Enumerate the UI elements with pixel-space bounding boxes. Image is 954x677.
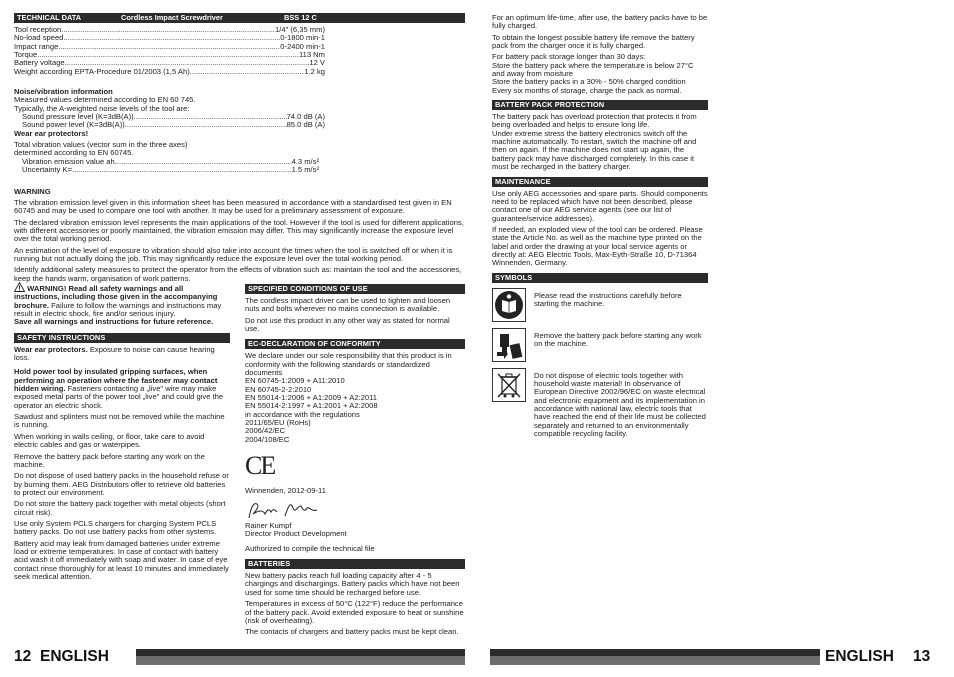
technical-data-header: TECHNICAL DATA Cordless Impact Screwdriver BSS 12 C <box>14 13 465 23</box>
table-row: Tool reception ..... 1/4" (6,35 mm) <box>14 26 325 34</box>
battery-protection-header: BATTERY PACK PROTECTION <box>492 100 708 110</box>
table-row: Weight according EPTA-Procedure 01/2003 (1,5 Ah) ..... 1.2 kg <box>14 68 325 76</box>
symbol-row: Please read the instructions carefully before starting the machine. <box>492 288 708 322</box>
symbols-header: SYMBOLS <box>492 273 708 283</box>
footer-right <box>490 648 940 665</box>
technical-data-table <box>14 26 325 76</box>
right-column: For an optimum life-time, after use, the battery packs have to be fully charged. To obtain the longest possible battery life remove the battery pack from the charger once it is fully charged. For battery pack storage longer than 30 days: Store the battery pack where the temperature is below 27°C and away from moisture Store the battery packs in a 30% - 50% charged condition Every six months of storage, charge the pack as normal. BATTERY PACK PROTECTION The battery pack has overload protection that protects it from being overloaded and helps to ensure long life. Under extreme stress the battery electronics switch off the machine automatically. To restart, switch the machine off and then on again. If the machine does not start up again, the battery pack may have discharged completely. In this case it must be recharged in the battery charger. MAINTENANCE Use only AEG accessories and spare parts. Should components need to be replaced which have not been described, please contact one of our AEG service agents (see our list of guarantee/service addresses). If needed, an exploded view of the tool can be ordered. Please state the Article No. as well as the machine type printed on the label and order the drawing at your local service agents or directly at: AEG Electric Tools, Max-Eyth-Straße 10, D-71364 Winnenden, Germany. SYMBOLS Please read the instructions carefully before starting the machine. Remove the battery pack before starting any work on the machine. Do not dispose of electric tools together with household waste material! In observance of European Directive 2002/96/EC on waste electrical and electronic equipment and its implementation in accordance with national law, electric tools that have reached the end of their life must be collected separately and returned to an environmentally compatible recycling facility. <box>492 13 708 438</box>
declaration-header: EC-DECLARATION OF CONFORMITY <box>245 339 465 349</box>
footer-left <box>14 648 465 665</box>
table-row: Vibration emission value ah ..... 4.3 m/s² <box>14 158 319 166</box>
table-row: Torque ..... 113 Nm <box>14 51 325 59</box>
page-number: 13 <box>913 648 931 665</box>
general-warning: WARNING! Read all safety warnings and all instructions, including those given in the accompanying brochure. Failure to follow the warnings and instructions may result in electric shock, fire and/or serious injury. Save all warnings and instructions for future reference. <box>14 284 222 327</box>
footer-language: ENGLISH <box>825 648 894 665</box>
symbol-row: Do not dispose of electric tools together with household waste material! In observance of European Directive 2002/96/EC on waste electrical and electronic equipment and its implementation in accordance with national law, electric tools that have reached the end of their life must be collected separately and returned to an environmentally compatible recycling facility. <box>492 368 708 439</box>
conditions-header: SPECIFIED CONDITIONS OF USE <box>245 284 465 294</box>
technical-data-section <box>14 13 465 286</box>
crossed-bin-icon <box>492 368 526 402</box>
noise-title: Noise/vibration information <box>14 87 113 97</box>
table-row: Uncertainty K= ..... 1.5 m/s² <box>14 166 319 174</box>
symbol-row: Remove the battery pack before starting any work on the machine. <box>492 328 708 362</box>
read-manual-icon <box>492 288 526 322</box>
symbols-list <box>492 288 708 439</box>
ce-mark: CE <box>245 451 275 481</box>
noise-section: Noise/vibration information Measured values determined according to EN 60 745. Typically, the A-weighted noise levels of the tool are: Sound pressure level (K=3dB(A)) ..... 74.0 dB (A) Sound power level (K=3dB(A)) ..... 85.0 dB (A) Wear ear protectors! Total vibration values (vector sum in the three axes) determined according to EN 60745. Vibration emission value ah ..... 4.3 m/s² Uncertainty K= ..... 1.5 m/s² <box>14 88 325 174</box>
warning-triangle-icon <box>14 282 25 292</box>
table-row: Sound power level (K=3dB(A)) ..... 85.0 dB (A) <box>14 121 325 129</box>
left-column-a: WARNING! Read all safety warnings and all instructions, including those given in the accompanying brochure. Failure to follow the warnings and instructions may result in electric shock, fire and/or serious injury. Save all warnings and instructions for future reference. SAFETY INSTRUCTIONS Wear ear protectors. Exposure to noise can cause hearing loss. Hold power tool by insulated gripping surfaces, when performing an operation where the fastener may contact hidden wiring. Fasteners contacting a „live" wire may make exposed metal parts of the power tool „live" and could give the operator an electric shock. Sawdust and splinters must not be removed while the machine is running. When working in walls ceiling, or floor, take care to avoid electric cables and gas or waterpipes. Remove the battery pack before starting any work on the machine. Do not dispose of used battery packs in the household refuse or by burning them. AEG Distributors offer to retrieve old batteries to protect our environment. Do not store the battery pack together with metal objects (short circuit risk). Use only System PCLS chargers for charging System PCLS battery packs. Do not use battery packs from other systems. Battery acid may leak from damaged batteries under extreme load or extreme temperatures. In case of contact with battery acid wash it off immediately with soap and water. In case of eye contact rinse thoroughly for at least 10 minutes and immediately seek medical attention. <box>14 284 229 581</box>
table-row: Impact range ..... 0-2400 min-1 <box>14 43 325 51</box>
left-column-b: SPECIFIED CONDITIONS OF USE The cordless impact driver can be used to tighten and loosen nuts and bolts wherever no mains connection is available. Do not use this product in any other way as stated for normal use. EC-DECLARATION OF CONFORMITY We declare under our sole responsibility that this product is in conformity with the following standards or standardized documents EN 60745-1:2009 + A11:2010 EN 60745-2-2:2010 EN 55014-1:2006 + A1:2009 + A2:2011 EN 55014-2:1997 + A1:2001 + A2:2008 in accordance with the regulations 2011/65/EU (RoHs) 2006/42/EC 2004/108/EC CE Winnenden, 2012-09-11 Rainer Kumpf Director Product Development Authorized to compile the technical file BATTERIES New battery packs reach full loading capacity after 4 - 5 chargings and dischargings. Battery packs which have not been used for some time should be recharged before use. Temperatures in excess of 50°C (122°F) reduce the performance of the battery pack. Avoid extended exposure to heat or sunshine (risk of overheating). The contacts of chargers and battery packs must be kept clean. <box>245 284 464 637</box>
batteries-header: BATTERIES <box>245 559 465 569</box>
maintenance-header: MAINTENANCE <box>492 177 708 187</box>
page-number: 12 <box>14 648 32 665</box>
table-row: Sound pressure level (K=3dB(A)) ..... 74.0 dB (A) <box>14 113 325 121</box>
remove-battery-icon <box>492 328 526 362</box>
signature-image <box>245 498 325 522</box>
safety-instructions-header: SAFETY INSTRUCTIONS <box>14 333 230 343</box>
footer-language: ENGLISH <box>40 648 109 665</box>
table-row: No-load speed ..... 0-1800 min-1 <box>14 34 325 42</box>
table-row: Battery voltage ..... 12 V <box>14 59 325 67</box>
warning-section: WARNING The vibration emission level given in this information sheet has been measured in accordance with a standardised test given in EN 60745 and may be used to compare one tool with another. It may be used for a preliminary assessment of exposure. The declared vibration emission level represents the main applications of the tool. However if the tool is used for different applications, with different accessories or poorly maintained, the vibration emission may differ. This may significantly increase the exposure level over the total working period. An estimation of the level of exposure to vibration should also take into account the times when the tool is switched off or when it is running but not actually doing the job. This may significantly reduce the exposure level over the total working period. Identify additional safety measures to protect the operator from the effects of vibration such as: maintain the tool and the accessories, keep the hands warm, organisation of work patterns. <box>14 186 464 283</box>
